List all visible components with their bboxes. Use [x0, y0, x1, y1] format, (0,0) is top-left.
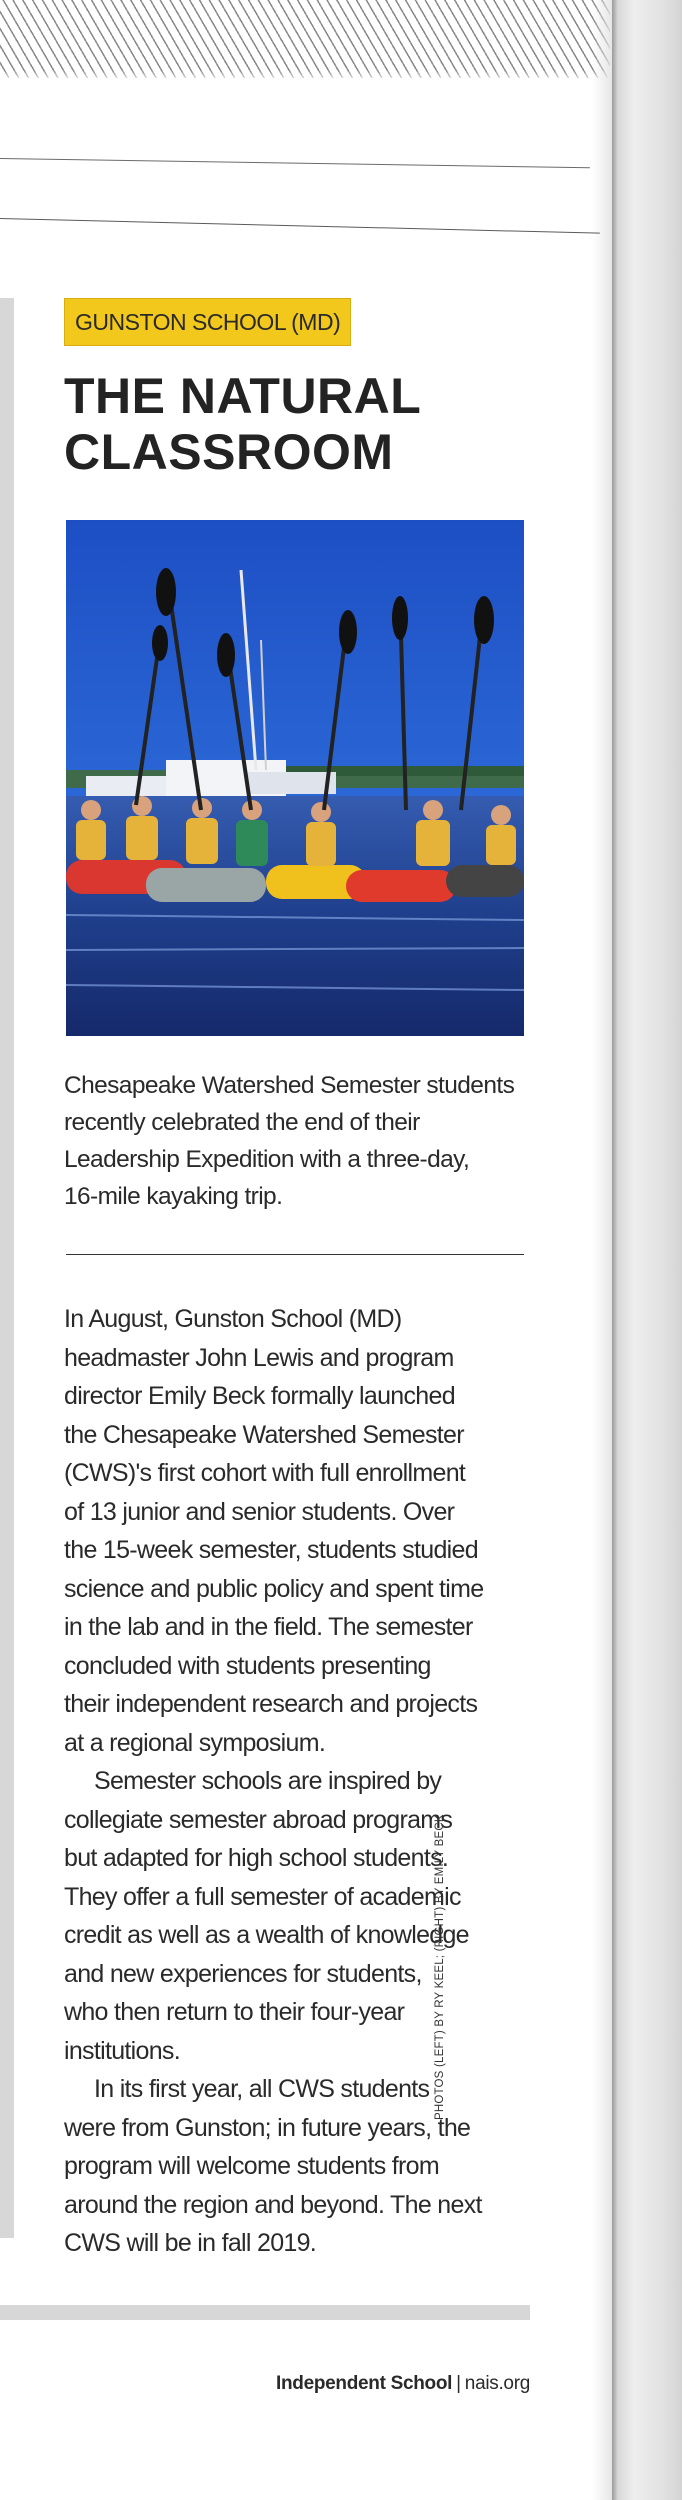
body-line: collegiate semester abroad programs	[64, 1805, 453, 1834]
photo-credit: PHOTOS (LEFT) BY RY KEEL; (RIGHT) BY EMILY BECK	[434, 1814, 446, 2120]
body-line: (CWS)'s first cohort with full enrollment	[64, 1459, 466, 1487]
body-line: science and public policy and spent time	[64, 1574, 484, 1603]
caption-line: 16-mile kayaking trip.	[64, 1183, 283, 1210]
body-line: In its first year, all CWS students	[94, 2075, 430, 2103]
caption-line: Chesapeake Watershed Semester students	[64, 1072, 515, 1099]
body-line: director Emily Beck formally launched	[64, 1382, 455, 1410]
body-paragraph-1	[64, 1300, 544, 1762]
body-paragraph-3	[64, 2070, 544, 2263]
header-rule	[0, 158, 590, 168]
bottom-accent-bar	[0, 2305, 530, 2320]
footer-separator: |	[456, 2373, 461, 2394]
body-line: program will welcome students from	[64, 2152, 439, 2180]
body-line: were from Gunston; in future years, the	[64, 2113, 471, 2142]
body-line: headmaster John Lewis and program	[64, 1343, 454, 1372]
body-line: CWS will be in fall 2019.	[64, 2229, 317, 2257]
hatched-header-strip	[0, 0, 610, 78]
body-paragraph-2	[64, 1762, 544, 2070]
body-line: in the lab and in the field. The semester	[64, 1613, 473, 1641]
caption-line: Leadership Expedition with a three-day,	[64, 1146, 470, 1173]
article-body	[64, 1300, 544, 2263]
magazine-name: Independent School	[275, 2373, 453, 2394]
article-title	[64, 368, 534, 480]
body-line: Semester schools are inspired by	[94, 1767, 442, 1795]
body-line: their independent research and projects	[64, 1690, 478, 1718]
body-line: the Chesapeake Watershed Semester	[64, 1420, 464, 1449]
body-line: the 15-week semester, students studied	[64, 1536, 478, 1564]
sidebar-accent-bar	[0, 298, 14, 2238]
caption-line: recently celebrated the end of their	[64, 1109, 420, 1136]
body-line: In August, Gunston School (MD)	[64, 1305, 402, 1333]
title-line-1: THE NATURAL	[64, 368, 422, 424]
photo-caption	[64, 1067, 534, 1215]
body-line: concluded with students presenting	[64, 1651, 431, 1680]
page-binding-edge	[612, 0, 682, 2500]
body-line: around the region and beyond. The next	[64, 2190, 482, 2219]
body-line: institutions.	[64, 2036, 180, 2065]
body-line: and new experiences for students,	[64, 1959, 422, 1988]
body-line: at a regional symposium.	[64, 1728, 326, 1757]
body-line: credit as well as a wealth of knowledge	[64, 1921, 469, 1949]
title-line-2: CLASSROOM	[64, 424, 394, 480]
body-line: who then return to their four-year	[64, 1998, 405, 2026]
school-tag: GUNSTON SCHOOL (MD)	[64, 298, 351, 346]
header-rule-lower	[0, 218, 600, 234]
footer-site: nais.org	[464, 2373, 530, 2394]
body-line: They offer a full semester of academic	[64, 1882, 461, 1911]
page-footer	[240, 2373, 530, 2395]
caption-divider	[66, 1254, 524, 1255]
kayaking-photo	[66, 520, 524, 1036]
body-line: but adapted for high school students.	[64, 1844, 449, 1872]
body-line: of 13 junior and senior students. Over	[64, 1497, 455, 1526]
